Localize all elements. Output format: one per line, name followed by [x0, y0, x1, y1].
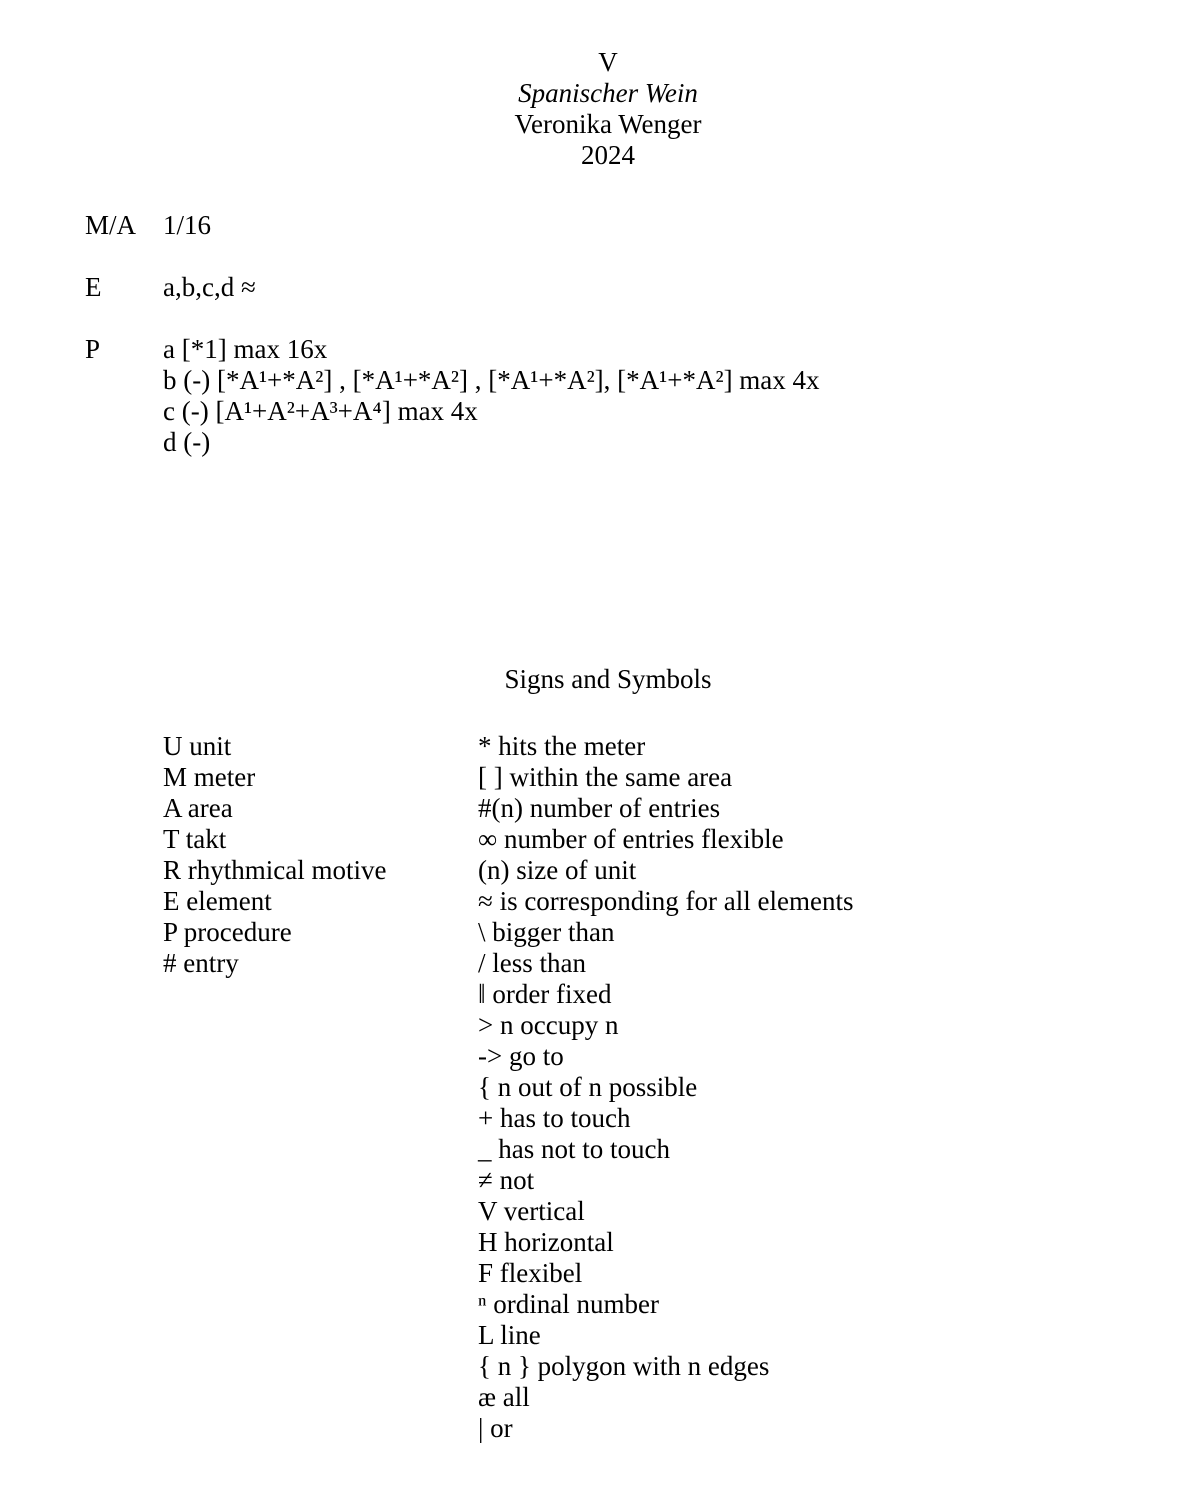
- legend-item: (n) size of unit: [478, 855, 637, 885]
- legend-item: / less than: [478, 948, 586, 978]
- score-line: a [*1] max 16x: [163, 334, 328, 364]
- legend-item: -> go to: [478, 1041, 564, 1071]
- legend-item: U unit: [163, 731, 232, 761]
- legend-right-column: [478, 731, 1200, 1444]
- movement-number: V: [598, 47, 618, 77]
- legend-section: [0, 731, 1200, 1444]
- score-line: d (-): [163, 427, 211, 457]
- title-block: [16, 0, 1200, 171]
- legend-item: P procedure: [163, 917, 292, 947]
- score-row-procedure: [0, 334, 1200, 458]
- legend-item: V vertical: [478, 1196, 585, 1226]
- legend-item: | or: [478, 1413, 513, 1443]
- row-label: P: [85, 334, 101, 364]
- legend-item: \ bigger than: [478, 917, 615, 947]
- score-line: 1/16: [163, 210, 212, 240]
- legend-item: ≈ is corresponding for all elements: [478, 886, 854, 916]
- row-label: M/A: [85, 210, 137, 240]
- score-row-element: [0, 272, 1200, 303]
- legend-item: A area: [163, 793, 233, 823]
- score-section: [0, 210, 1200, 458]
- legend-item: E element: [163, 886, 272, 916]
- legend-left-column: [163, 731, 478, 1444]
- score-row-meter-area: [0, 210, 1200, 241]
- legend-item: _ has not to touch: [478, 1134, 670, 1164]
- legend-item: * hits the meter: [478, 731, 646, 761]
- work-title: Spanischer Wein: [518, 78, 698, 108]
- legend-item: L line: [478, 1320, 541, 1350]
- legend-item: + has to touch: [478, 1103, 631, 1133]
- legend-item: H horizontal: [478, 1227, 614, 1257]
- legend-item: M meter: [163, 762, 256, 792]
- legend-item: ⁿ ordinal number: [478, 1289, 659, 1319]
- legend-item: ‖ order fixed: [478, 979, 612, 1009]
- legend-item: R rhythmical motive: [163, 855, 387, 885]
- legend-item: ≠ not: [478, 1165, 535, 1195]
- legend-item: F flexibel: [478, 1258, 583, 1288]
- legend-item: #(n) number of entries: [478, 793, 721, 823]
- score-line: b (-) [*A¹+*A²] , [*A¹+*A²] , [*A¹+*A²], [*A¹+*A²] max 4x: [163, 365, 820, 395]
- row-content: [163, 334, 1200, 458]
- legend-item: { n } polygon with n edges: [478, 1351, 770, 1381]
- score-line: c (-) [A¹+A²+A³+A⁴] max 4x: [163, 396, 478, 426]
- year: 2024: [581, 140, 635, 170]
- legend-item: # entry: [163, 948, 239, 978]
- legend-item: æ all: [478, 1382, 530, 1412]
- legend-item: T takt: [163, 824, 227, 854]
- score-line: a,b,c,d ≈: [163, 272, 256, 302]
- legend-heading: Signs and Symbols: [504, 664, 712, 694]
- row-label: E: [85, 272, 102, 302]
- legend-item: > n occupy n: [478, 1010, 619, 1040]
- row-content: [163, 210, 1200, 241]
- row-content: [163, 272, 1200, 303]
- legend-item: ∞ number of entries flexible: [478, 824, 784, 854]
- legend-item: { n out of n possible: [478, 1072, 698, 1102]
- legend-item: [ ] within the same area: [478, 762, 733, 792]
- author-name: Veronika Wenger: [514, 109, 702, 139]
